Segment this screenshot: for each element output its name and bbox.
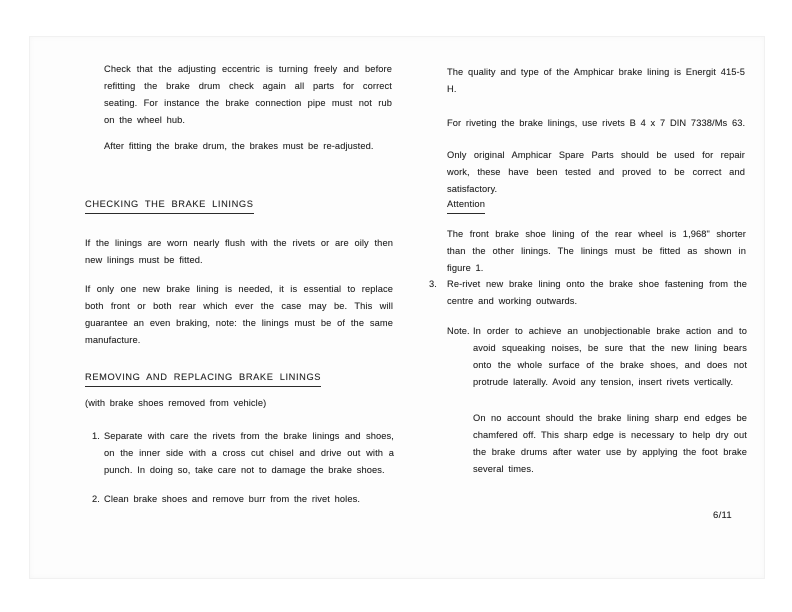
paragraph-riveting: For riveting the brake linings, use rivets B 4 x 7 DIN 7338/Ms 63. (447, 118, 746, 128)
note-text: In order to achieve an unobjectionable brake action and to avoid squeaking noises, be sure that the new lining bears onto the whole surface of the brake shoes, and does not protrude laterally. Avoid any tension, insert rivets vertically. (473, 326, 747, 387)
paragraph-linings-worn: If the linings are worn nearly flush with the rivets or are oily then new linings must be fitted. (85, 238, 393, 265)
paragraph-one-new-lining: If only one new brake lining is needed, it is essential to replace both front or both rear which ever the case may be. This will guarantee an even braking, note: the linings must be of the same manufacture. (85, 284, 393, 345)
paragraph-no-account: On no account should the brake lining sharp end edges be chamfered off. This sharp edge is necessary to help dry out the brake drums after water use by applying the foot brake several times. (473, 413, 747, 474)
list-item-3 (429, 276, 747, 310)
list-item-2-text: Clean brake shoes and remove burr from the rivet holes. (104, 494, 361, 504)
paragraph-check-eccentric: Check that the adjusting eccentric is turning freely and before refitting the brake drum check again all parts for correct seating. For instance the brake connection pipe must not rub on the wheel hub. (104, 64, 392, 125)
list-item-2 (92, 491, 394, 508)
paragraph-after-fitting: After fitting the brake drum, the brakes must be re-adjusted. (104, 141, 374, 151)
paragraph-front-lining-shorter: The front brake shoe lining of the rear wheel is 1,968" shorter than the other linings. The linings must be fitted as shown in figure 1. (447, 229, 746, 273)
list-item-1 (92, 428, 394, 479)
list-item-1-text: Separate with care the rivets from the brake linings and shoes, on the inner side with a cross cut chisel and drive out with a punch. In doing so, take care not to damage the brake shoes. (104, 431, 394, 475)
list-item-3-text: Re-rivet new brake lining onto the brake shoe fastening from the centre and working outwards. (447, 279, 747, 306)
note-block (447, 323, 747, 391)
note-label: Note. (447, 326, 470, 336)
heading-removing-text: REMOVING AND REPLACING BRAKE LININGS (85, 371, 321, 387)
heading-removing-replacing (85, 371, 321, 387)
list-item-1-number: 1. (92, 431, 100, 441)
paragraph-with-brake-shoes: (with brake shoes removed from vehicle) (85, 398, 267, 408)
list-item-3-number: 3. (429, 279, 437, 289)
heading-attention-text: Attention (447, 198, 485, 214)
list-item-2-number: 2. (92, 494, 100, 504)
heading-attention (447, 198, 485, 214)
heading-checking-brake-linings (85, 198, 254, 214)
heading-checking-text: CHECKING THE BRAKE LININGS (85, 198, 254, 214)
paragraph-lining-quality: The quality and type of the Amphicar brake lining is Energit 415-5 H. (447, 67, 745, 94)
page-number: 6/11 (713, 510, 732, 521)
paragraph-original-parts: Only original Amphicar Spare Parts should be used for repair work, these have been tested and proved to be correct and satisfactory. (447, 150, 745, 194)
